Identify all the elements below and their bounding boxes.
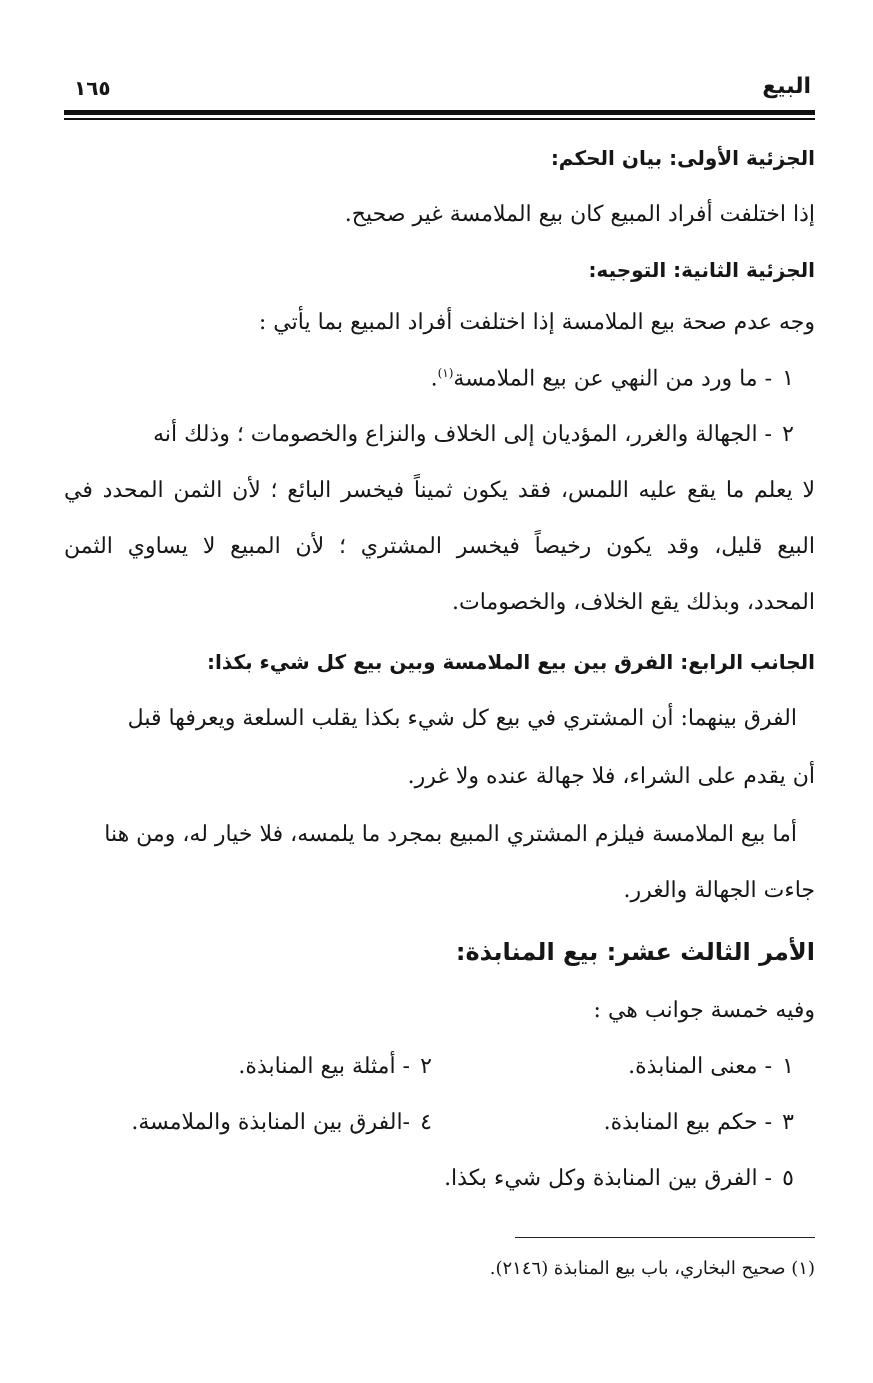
- chapter-title: البيع: [762, 74, 811, 99]
- list-number: ٣: [782, 1110, 794, 1135]
- header-rule-thick: [64, 110, 815, 115]
- list-number: ٢: [782, 422, 794, 447]
- list-item: [628, 1054, 797, 1079]
- paragraph: وفيه خمسة جوانب هي :: [593, 998, 815, 1023]
- paragraph-line: أن يقدم على الشراء، فلا جهالة عنده ولا غرر.: [407, 764, 815, 789]
- list-number: ٤: [420, 1110, 432, 1135]
- list-item: [131, 1110, 435, 1135]
- paragraph: إذا اختلفت أفراد المبيع كان بيع الملامسة غير صحيح.: [344, 202, 815, 227]
- paragraph-line: لا يعلم ما يقع عليه اللمس، فقد يكون ثميناً فيخسر البائع ؛ لأن الثمن المحدد في: [64, 478, 815, 503]
- header-rule-thin: [64, 118, 815, 120]
- list-number: ١: [782, 1054, 794, 1079]
- footnote: (١) صحيح البخاري، باب بيع المنابذة (٢١٤٦).: [489, 1258, 815, 1279]
- footnote-ref: (١): [437, 366, 454, 380]
- section-heading: الأمر الثالث عشر: بيع المنابذة:: [455, 938, 815, 966]
- list-item: [238, 1054, 435, 1079]
- list-text: - حكم بيع المنابذة.: [603, 1110, 772, 1135]
- paragraph-line: المحدد، وبذلك يقع الخلاف، والخصومات.: [452, 590, 815, 615]
- paragraph-line: جاءت الجهالة والغرر.: [623, 878, 815, 903]
- list-item: [153, 422, 797, 447]
- list-text: - أمثلة بيع المنابذة.: [238, 1054, 410, 1079]
- running-header: [64, 74, 815, 114]
- page-number: ١٦٥: [74, 76, 111, 100]
- footnote-rule: [515, 1237, 815, 1238]
- list-item: [604, 1110, 797, 1135]
- list-text: - معنى المنابذة.: [628, 1054, 772, 1079]
- list-number: ١: [782, 366, 794, 392]
- list-number: ٢: [420, 1054, 432, 1079]
- list-item: [444, 1166, 797, 1191]
- section-heading: الجانب الرابع: الفرق بين بيع الملامسة وبين بيع كل شيء بكذا:: [207, 650, 815, 674]
- paragraph-line: أما بيع الملامسة فيلزم المشتري المبيع بمجرد ما يلمسه، فلا خيار له، ومن هنا: [104, 822, 797, 847]
- list-item: ١ - ما ورد من النهي عن بيع الملامسة$^{(١)}$.: [431, 366, 797, 391]
- section-heading: الجزئية الثانية: التوجيه:: [588, 258, 815, 282]
- list-text: - الجهالة والغرر، المؤديان إلى الخلاف والنزاع والخصومات ؛ وذلك أنه: [153, 422, 772, 447]
- paragraph-line: البيع قليل، وقد يكون رخيصاً فيخسر المشتري ؛ لأن المبيع لا يساوي الثمن: [64, 534, 815, 559]
- paragraph: وجه عدم صحة بيع الملامسة إذا اختلفت أفراد المبيع بما يأتي :: [258, 310, 815, 335]
- list-text: - الفرق بين المنابذة وكل شيء بكذا.: [444, 1166, 772, 1191]
- paragraph-line: الفرق بينهما: أن المشتري في بيع كل شيء بكذا يقلب السلعة ويعرفها قبل: [127, 706, 797, 731]
- list-text: - ما ورد من النهي عن بيع الملامسة: [453, 366, 772, 392]
- list-text: -الفرق بين المنابذة والملامسة.: [131, 1110, 410, 1135]
- section-heading: الجزئية الأولى: بيان الحكم:: [550, 146, 815, 170]
- list-number: ٥: [782, 1166, 794, 1191]
